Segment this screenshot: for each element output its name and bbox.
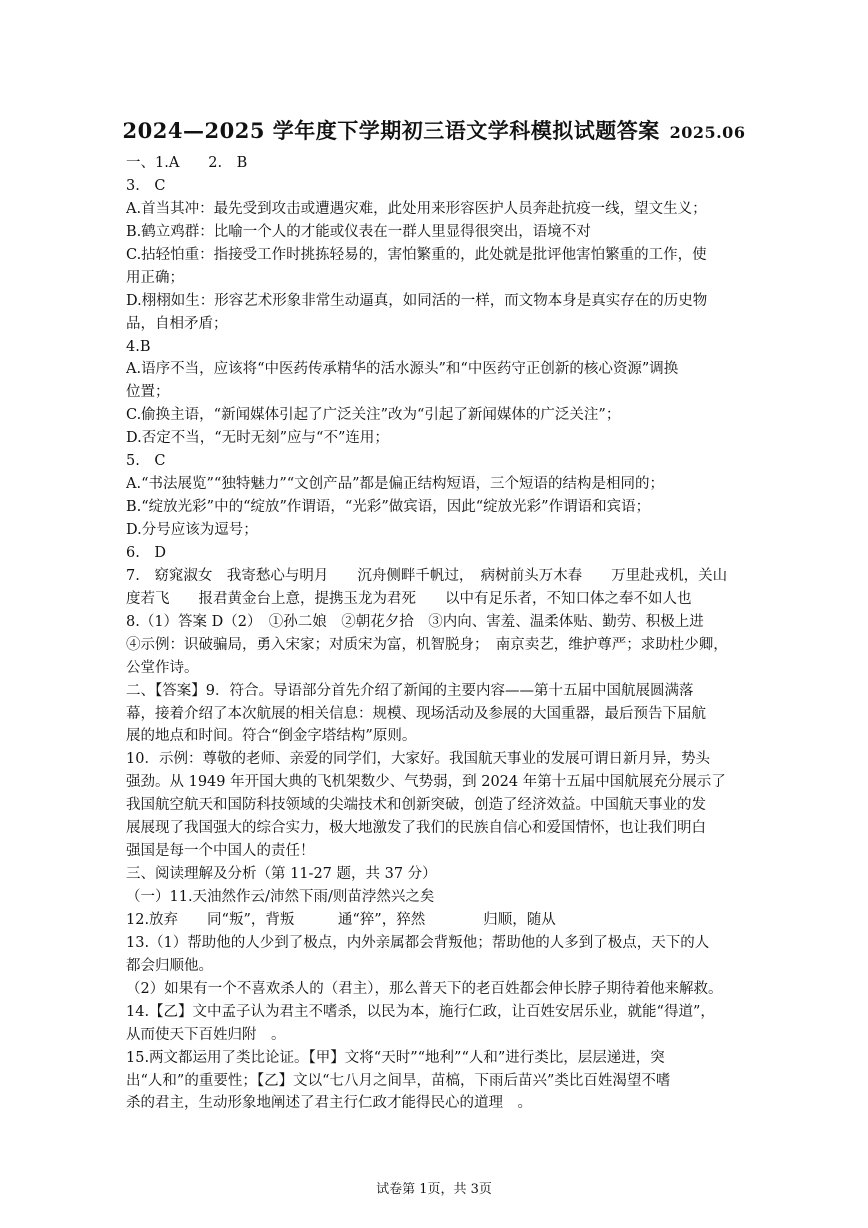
text-line: 幕，接着介绍了本次航展的相关信息：规模、现场活动及参展的大国重器，最后预告下届航	[126, 705, 706, 722]
text-line: A.“书法展览”“独特魅力”“文创产品”都是偏正结构短语，三个短语的结构是相同的；	[126, 476, 665, 493]
text-line: 公堂作诗。	[126, 659, 199, 676]
text-line: 15.两文都运用了类比论证。【甲】文将“天时”“地利”“人和”进行类比，层层递进，突	[126, 1049, 665, 1066]
text-line: 从而使天下百姓归附 。	[126, 1026, 286, 1043]
text-line: 3. C	[126, 177, 166, 194]
title-text: 2024—2025 学年度下学期初三语文学科模拟试题答案	[122, 118, 660, 143]
text-line: 三、阅读理解及分析（第 11-27 题，共 37 分）	[126, 866, 437, 883]
text-line: （2）如果有一个不喜欢杀人的（君主），那么普天下的老百姓都会伸长脖子期待着他来解救。	[126, 980, 723, 997]
text-line: 都会归顺他。	[126, 957, 213, 974]
text-line: D.栩栩如生：形容艺术形象非常生动逼真，如同活的一样，而文物本身是真实存在的历史物	[126, 292, 708, 309]
text-line: A.首当其冲：最先受到攻击或遭遇灾难，此处用来形容医护人员奔赴抗疫一线，望文生义；	[126, 200, 707, 217]
text-line: 8.（1）答案 D（2） ①孙二娘 ②朝花夕拾 ③内向、害羞、温柔体贴、勤劳、积极上进	[126, 613, 704, 630]
text-line: （一）11.天油然作云/沛然下雨/则苗浡然兴之矣	[126, 889, 435, 905]
text-line: 品，自相矛盾；	[126, 315, 228, 332]
text-line: D.否定不当，“无时无刻”应与“不”连用；	[126, 430, 389, 447]
text-line: 展的地点和时间。符合“倒金字塔结构”原则。	[126, 728, 417, 745]
text-line: 杀的君主，生动形象地阐述了君主行仁政才能得民心的道理 。	[126, 1095, 532, 1112]
text-line: C.偷换主语，“新闻媒体引起了广泛关注”改为“引起了新闻媒体的广泛关注”；	[126, 407, 621, 424]
text-line: 14.【乙】文中孟子认为君主不嗜杀，以民为本，施行仁政，让百姓安居乐业，就能“得道”，	[126, 1003, 715, 1020]
text-line: 展展现了我国强大的综合实力，极大地激发了我们的民族自信心和爱国情怀，也让我们明白	[126, 820, 706, 837]
text-line: A.语序不当，应该将“中医药传承精华的活水源头”和“中医药守正创新的核心资源”调换	[126, 361, 679, 378]
text-line: 我国航空航天和国防科技领域的尖端技术和创新突破，创造了经济效益。中国航天事业的发	[126, 797, 706, 814]
text-line: 5. C	[126, 453, 166, 470]
text-line: 出“人和”的重要性；【乙】文以“七八月之间旱，苗槁，下雨后苗兴”类比百姓渴望不嗜	[126, 1072, 671, 1089]
page-footer: 试卷第 1页，共 3页	[376, 1182, 492, 1197]
text-line: 强国是每一个中国人的责任！	[126, 843, 315, 860]
text-line: 4.B	[126, 338, 151, 355]
text-line: 12.放弃 同“叛”，背叛 通“猝”，猝然 归顺，随从	[126, 911, 556, 928]
answer-body	[126, 152, 744, 1115]
text-line: 强劲。从 1949 年开国大典的飞机架数少、气势弱，到 2024 年第十五届中国航展充分展示了	[126, 774, 726, 791]
text-line: 13.（1）帮助他的人少到了极点，内外亲属都会背叛他；帮助他的人多到了极点，天下的人	[126, 934, 710, 951]
text-line: C.拈轻怕重：指接受工作时挑拣轻易的，害怕繁重的，此处就是批评他害怕繁重的工作，使	[126, 246, 707, 263]
text-line: 一、1.A 2. B	[126, 155, 248, 171]
text-line: B.“绽放光彩”中的“绽放”作谓语，“光彩”做宾语，因此“绽放光彩”作谓语和宾语；	[126, 499, 651, 516]
text-line: 度若飞 报君黄金台上意，提携玉龙为君死 以中有足乐者，不知口体之奉不如人也	[126, 590, 692, 607]
text-line: B.鹤立鸡群：比喻一个人的才能或仪表在一群人里显得很突出，语境不对	[126, 223, 591, 240]
document-title	[0, 115, 868, 145]
text-line: 二、【答案】9．符合。导语部分首先介绍了新闻的主要内容——第十五届中国航展圆满落	[126, 682, 694, 699]
text-line: 6. D	[126, 544, 166, 561]
text-line: 10．示例：尊敬的老师、亲爱的同学们，大家好。我国航天事业的发展可谓日新月异，势头	[126, 751, 710, 768]
title-date: 2025.06	[669, 123, 746, 142]
text-line: 7. 窈窕淑女 我寄愁心与明月 沉舟侧畔千帆过， 病树前头万木春 万里赴戎机，关山	[126, 567, 728, 584]
text-line: D.分号应该为逗号；	[126, 522, 258, 538]
text-line: 位置；	[126, 384, 170, 401]
text-line: ④示例：识破骗局，勇入宋家；对质宋为富，机智脱身； 南京卖艺，维护尊严；求助杜少卿，	[126, 636, 728, 653]
text-line: 用正确；	[126, 269, 184, 286]
